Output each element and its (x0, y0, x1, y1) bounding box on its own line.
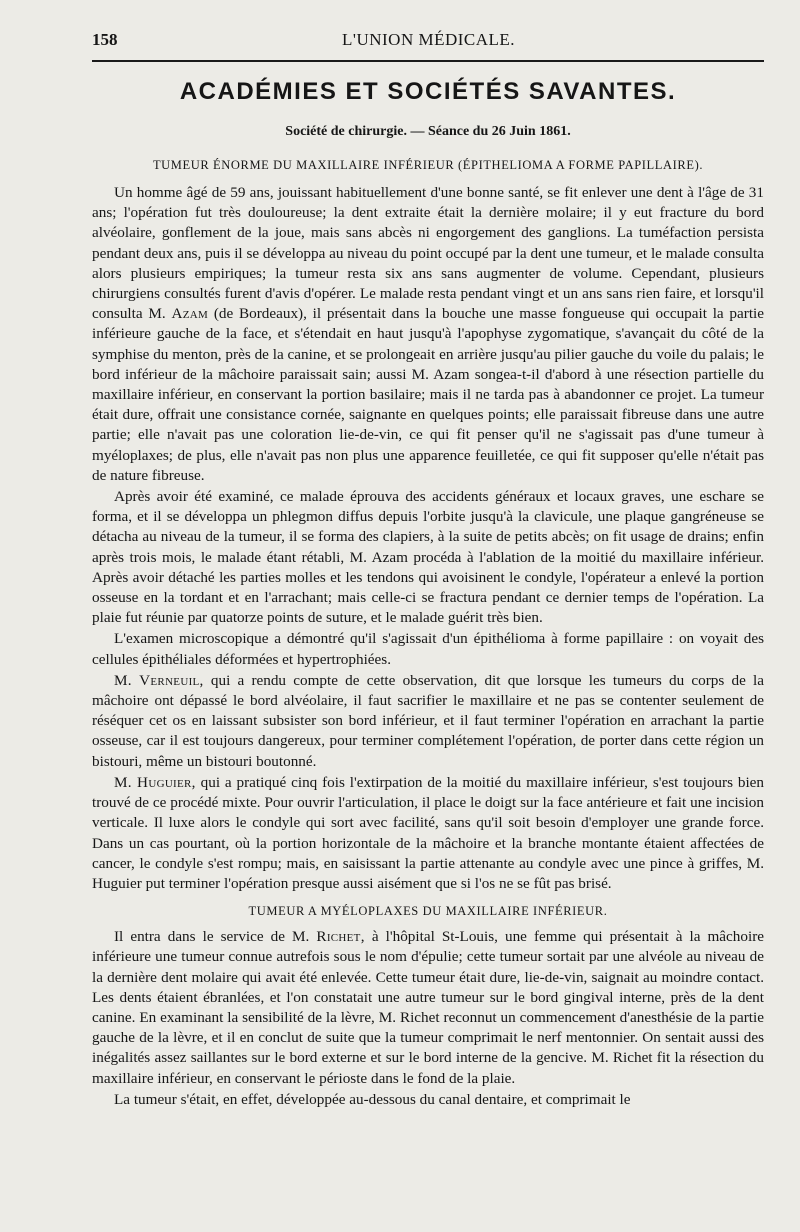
paragraph-text: Il entra dans le service de M. (114, 928, 310, 946)
page-number: 158 (92, 30, 118, 49)
paragraph-text: qui a rendu compte de cette observation, dit que lorsque les tumeurs du corps de la mâchoire ont dépassé le bord alvéolaire, il faut sacrifier le maxillaire et ne pas se contenter seulement de réséquer cet os en laissant subsister son bord inférieur, et il faut terminer l'opération en arrachant la partie osseuse, car il est toujours dangereux, pour terminer complétement l'opération, de porter dans cette région un bistouri, même un bistouri boutonné. (92, 671, 765, 770)
article-subhead: TUMEUR ÉNORME DU MAXILLAIRE INFÉRIEUR (ÉPITHELIOMA A FORME PAPILLAIRE). (152, 158, 704, 172)
paragraph-text: Un homme âgé de 59 ans, jouissant habituellement d'une bonne santé, se fit enlever une dent à l'âge de 31 ans; l'opération fut très douloureuse; la dent extraite était la dernière molaire; il y eut fracture du bord alvéolaire, gonflement de la joue, mais sans abcès ni engorgement des ganglions. La tuméfaction persista pendant deux ans, puis il se développa au niveau du point occupé par la dent une tumeur, et le malade consulta alors plusieurs empiriques; la tumeur resta six ans sans augmenter de volume. Cependant, plusieurs chirurgiens consultés furent d'avis d'opérer. Le malade resta pendant vingt et un ans sans rien faire, et lorsqu'il consulta M. (92, 184, 764, 323)
person-name: M. Huguier, (114, 773, 196, 791)
page-header (92, 26, 764, 56)
paragraph (92, 927, 764, 1089)
person-name: M. Verneuil, (114, 671, 204, 689)
paragraph-text: à l'hôpital St-Louis, une femme qui présentait à la mâchoire inférieure une tumeur connue autrefois sous le nom d'épulie; cette tumeur sortait par une alvéole au niveau de la dernière dent molaire qui avait été enlevée. Cette tumeur était dure, lie-de-vin, saignait au moindre contact. Les dents étaient ébranlées, et l'on constatait une autre tumeur sur le bord gingival interne, près de la dent canine. En examinant la sensibilité de la lèvre, M. Richet reconnut un commencement d'anesthésie de la partie gauche de la lèvre, et il en conclut de suite que la tumeur comprimait le nerf mentonnier. On sentait aussi des inégalités assez saillantes sur le bord externe et sur le bord interne de la gencive. M. Richet fit la résection du maxillaire inférieur, en conservant le périoste dans le fond de la plaie. (92, 928, 764, 1087)
person-name: Richet, (316, 928, 365, 946)
person-name: Azam (171, 305, 209, 323)
paragraph (92, 183, 764, 486)
article-subhead: TUMEUR A MYÉLOPLAXES DU MAXILLAIRE INFÉRIEUR. (248, 904, 608, 919)
paragraph: L'examen microscopique a démontré qu'il s'agissait d'un épithélioma à forme papillaire : on voyait des cellules épithéliales déformées et hypertrophiées. (92, 630, 764, 668)
header-rule (92, 60, 764, 62)
paragraph (92, 773, 764, 894)
paragraph-text: (de Bordeaux), il présentait dans la bouche une masse fongueuse qui occupait la partie inférieure gauche de la face, et s'étendait en haut jusqu'à l'apophyse zygomatique, s'avançait du côté de la symphise du menton, près de la canine, et se prolongeait en arrière jusqu'au pilier gauche du voile du palais; le bord inférieur de la mâchoire paraissait sain; aussi M. Azam songea-t-il d'abord à une résection partielle du maxillaire inférieur, en conservant la portion basilaire; mais il ne tarda pas à abandonner ce projet. La tumeur était dure, offrait une consistance cornée, saignante en quelques points; elle paraissait fibreuse dans une autre partie; elle n'avait pas une coloration lie-de-vin, ce qui fit penser qu'il ne s'agissait pas d'une tumeur à myéloplaxes; de plus, elle n'avait pas non plus une apparence feuilletée, ce qui fit supposer qu'elle n'était pas de nature fibreuse. (92, 305, 765, 484)
section-title: ACADÉMIES ET SOCIÉTÉS SAVANTES. (179, 78, 677, 105)
paragraph-text: qui a pratiqué cinq fois l'extirpation de la moitié du maxillaire inférieur, s'est toujours bien trouvé de ce procédé mixte. Pour ouvrir l'articulation, il place le doigt sur la face antérieure et fait une incision verticale. Il luxe alors le condyle qui sort avec facilité, sans qu'il soit besoin d'employer une grande force. Dans un cas pourtant, où la portion horizontale de la mâchoire et la branche montante étaient affectées de cancer, le condyle s'est rompu; mais, en saisissant la partie attenante au condyle avec une pince à griffes, M. Huguier put terminer l'opération presque aussi aisément que si l'os ne se fût pas brisé. (92, 773, 765, 892)
paragraph: La tumeur s'était, en effet, développée au-dessous du canal dentaire, et comprimait le (114, 1090, 631, 1108)
running-title: L'UNION MÉDICALE. (342, 30, 516, 49)
paragraph (92, 671, 764, 772)
session-line: Société de chirurgie. — Séance du 26 Juin 1861. (285, 124, 571, 139)
paragraph: Après avoir été examiné, ce malade éprouva des accidents généraux et locaux graves, une eschare se forma, et il se développa un phlegmon diffus depuis l'orbite jusqu'à la clavicule, une plaque gangréneuse se détacha au niveau de la tumeur, il se forma des clapiers, à la suite de petits abcès; on fit usage de drains; enfin après trois mois, le malade étant rétabli, M. Azam procéda à l'ablation de la moitié du maxillaire inférieur. Après avoir détaché les parties molles et les tendons qui avoisinent le condyle, l'opérateur a enlevé la portion osseuse en la tordant et en l'arrachant; mais celle-ci se fractura pendant ce dernier temps de l'opération. La plaie fut réunie par quatorze points de suture, et le malade guérit très bien. (92, 488, 764, 627)
